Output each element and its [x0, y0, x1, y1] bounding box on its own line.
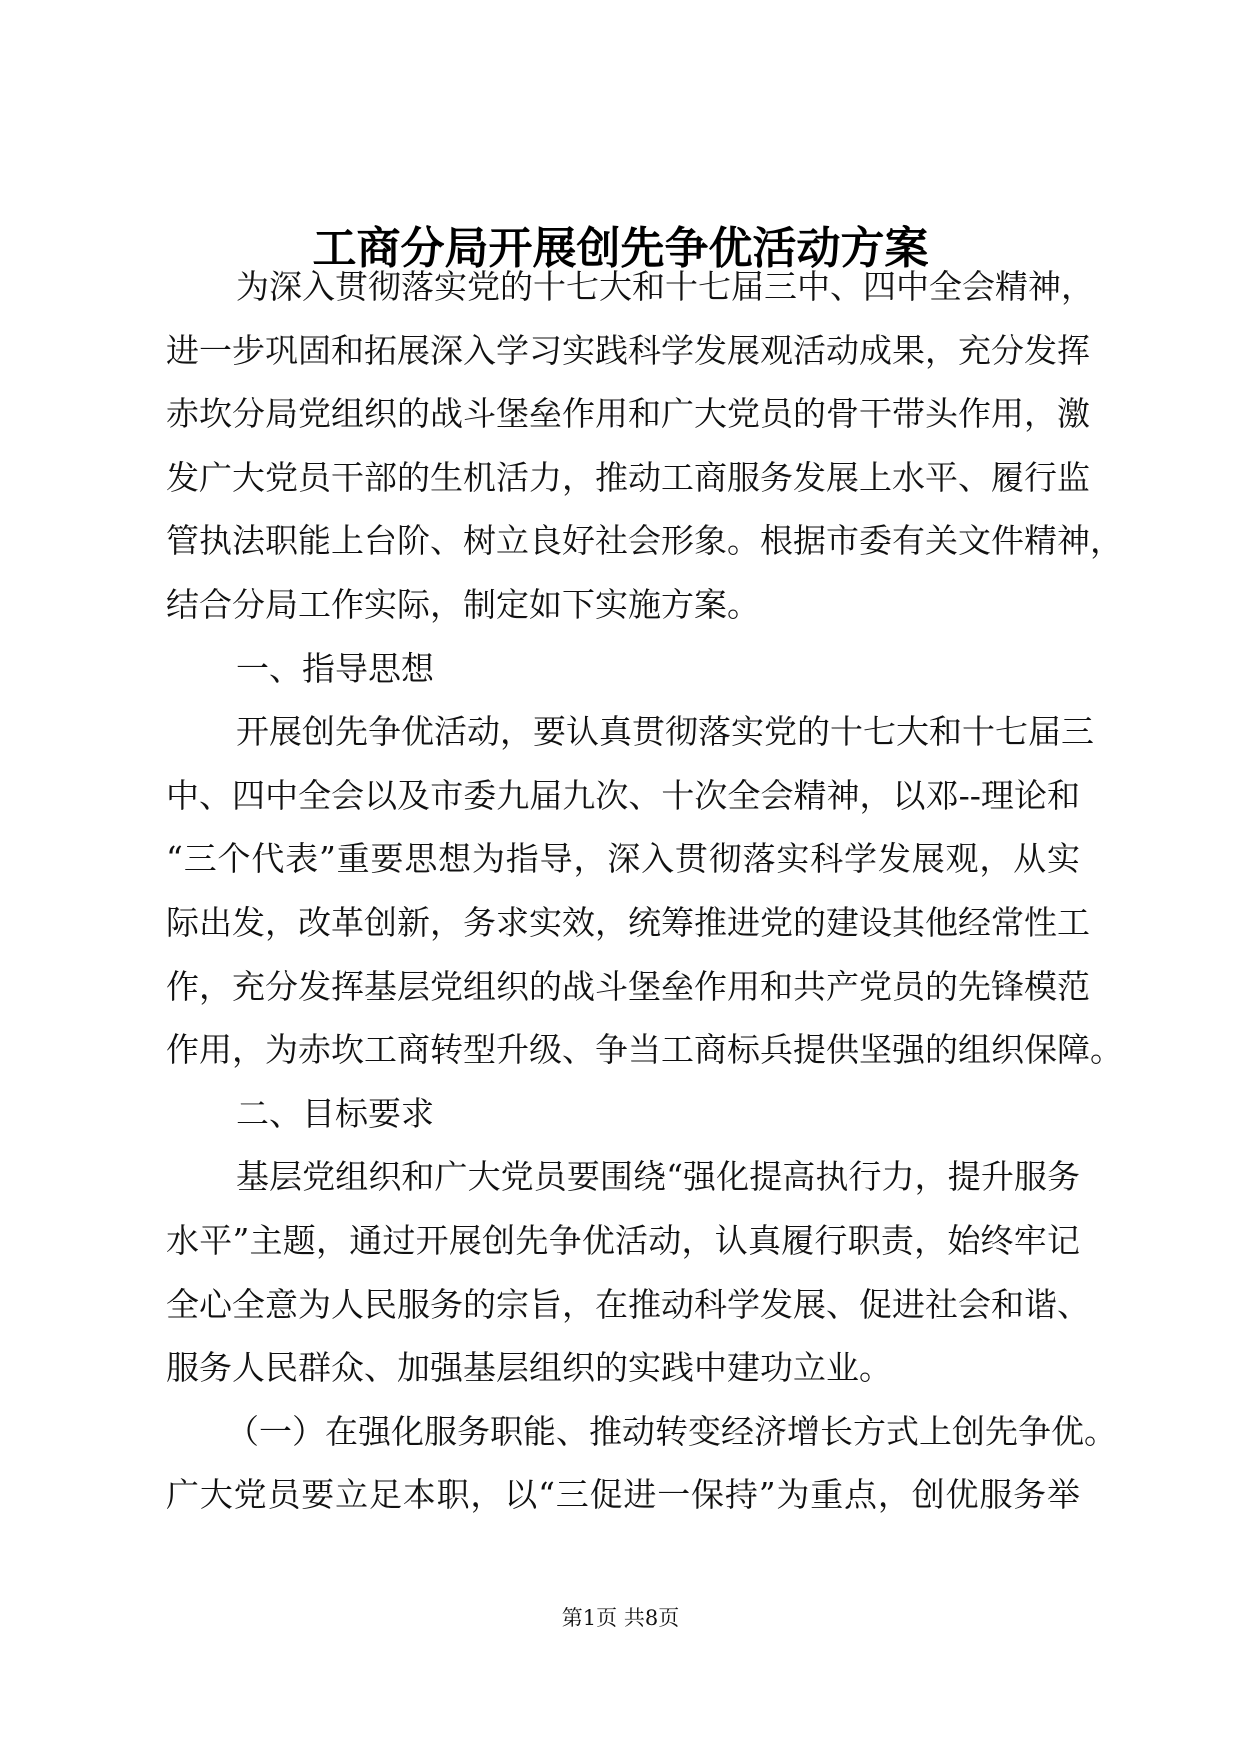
section-heading: 一、指导思想 [236, 648, 434, 688]
document-body [166, 255, 1123, 1527]
subsection-line: （一）在强化服务职能、推动转变经济增长方式上创先争优。 [226, 1411, 1117, 1451]
paragraph-line: 中、四中全会以及市委九届九次、十次全会精神，以邓--理论和 [166, 775, 1080, 815]
paragraph-line: 广大党员要立足本职，以“三促进一保持”为重点，创优服务举 [166, 1475, 1080, 1515]
paragraph-line: 结合分局工作实际，制定如下实施方案。 [166, 584, 760, 624]
paragraph-line: 为深入贯彻落实党的十七大和十七届三中、四中全会精神， [236, 267, 1094, 306]
paragraph-line: “三个代表”重要思想为指导，深入贯彻落实科学发展观，从实 [166, 839, 1080, 879]
paragraph-line: 作用，为赤坎工商转型升级、争当工商标兵提供坚强的组织保障。 [166, 1030, 1123, 1070]
paragraph-line: 基层党组织和广大党员要围绕“强化提高执行力，提升服务 [236, 1157, 1080, 1197]
paragraph-line: 赤坎分局党组织的战斗堡垒作用和广大党员的骨干带头作用，激 [166, 394, 1090, 434]
paragraph-line: 作，充分发挥基层党组织的战斗堡垒作用和共产党员的先锋模范 [166, 966, 1090, 1006]
paragraph-line: 开展创先争优活动，要认真贯彻落实党的十七大和十七届三 [236, 712, 1094, 752]
paragraph-line: 服务人民群众、加强基层组织的实践中建功立业。 [166, 1348, 892, 1388]
section-heading: 二、目标要求 [236, 1093, 434, 1133]
paragraph-line: 际出发，改革创新，务求实效，统筹推进党的建设其他经常性工 [166, 902, 1090, 942]
document-title: 工商分局开展创先争优活动方案 [312, 223, 929, 274]
paragraph-line: 全心全意为人民服务的宗旨，在推动科学发展、促进社会和谐、 [166, 1284, 1090, 1324]
paragraph-line: 发广大党员干部的生机活力，推动工商服务发展上水平、履行监 [166, 457, 1090, 497]
paragraph-line: 进一步巩固和拓展深入学习实践科学发展观活动成果，充分发挥 [166, 330, 1090, 370]
paragraph-line: 管执法职能上台阶、树立良好社会形象。根据市委有关文件精神， [166, 521, 1123, 561]
paragraph-line: 水平”主题，通过开展创先争优活动，认真履行职责，始终牢记 [166, 1220, 1080, 1260]
page-number: 第1页 共8页 [561, 1606, 680, 1630]
